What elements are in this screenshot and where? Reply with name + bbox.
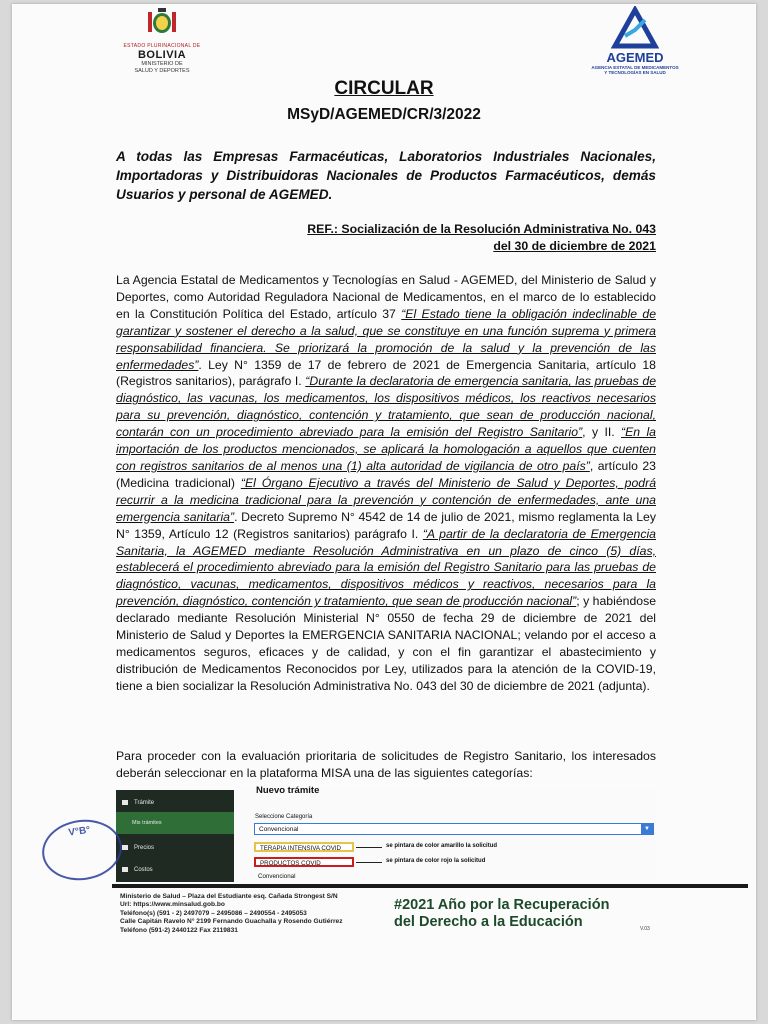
agemed-sub-line2: Y TECNOLOGÍAS EN SALUD [604,70,666,75]
agemed-mountain-icon [609,6,661,50]
chevron-down-icon[interactable]: ▼ [641,824,653,834]
quote-law-1359-ii: “En la importación de los productos mencionados, se aplicará la homologación a aquellos que cuenten con registros sanitarios de al menos una (1) alta autoridad de vigilancia de otro país” [116,425,656,473]
agemed-sub-line1: AGENCIA ESTATAL DE MEDICAMENTOS [591,65,679,70]
footer-line: Calle Capitán Ravelo N° 2199 Fernando Guachalla y Rosendo Gutiérrez [120,918,343,926]
slogan-line1: #2021 Año por la Recuperación [394,897,610,913]
arrow-line [356,847,382,848]
document-page [12,4,756,1020]
select-label: Seleccione Categoría [255,814,313,820]
agemed-wordmark: AGEMED [606,50,664,65]
quote-article-23: “El Órgano Ejecutivo a través del Ministerio de Salud y Deportes, podrá recurrir a la medicina tradicional para la prevención y contención de enfermedades, ante una emergencia sanitaria” [116,475,657,524]
misa-sidebar [116,790,234,882]
body-text: ; y habiéndose declarado mediante Resolución Ministerial N° 0550 de fecha 29 de diciembre de 2021 del Ministerio de Salud y Deportes la EMERGENCIA SANITARIA NACIONAL; velando por el acceso a medicamentos seguros, eficaces y de calidad, y con el fin garantizar el abastecimiento y distribución de Medicamentos Reconocidos por Ley, utilizados para la atención de la COVID-19, tiene a bien socializar la Resolución Administrativa No. 043 del 30 de diciembre de 2021 (adjunta). [116,594,657,693]
footer-divider [112,884,748,888]
quote-law-1359-i: “Durante la declaratoria de emergencia sanitaria, las pruebas de diagnóstico, las vacunas, los medicamentos, los dispositivos médicos, los reactivos necesarios para su prevención, diagnóstico, contención y tratamiento, que sean de producción nacional, contarán con un procedimiento abreviado para la emisión del Registro Sanitario” [116,374,657,440]
coat-of-arms-icon [144,6,180,38]
agemed-logo [590,6,680,75]
sidebar-item-tramite[interactable]: Trámite [122,800,154,806]
slogan-line2: del Derecho a la Educación [394,913,583,930]
body-paragraph [116,272,656,695]
reference [262,221,656,255]
approval-stamp: V°B° [38,815,126,886]
body-text: . Ley N° 1359 de 17 de febrero de 2021 de Emergencia Sanitaria, artículo 18 (Registros sanitarios), parágrafo I. [116,357,656,389]
footer-line: Teléfono (591-2) 2440122 Fax 2119831 [120,926,238,934]
footer-address [120,893,400,935]
logo-ministry-line1: MINISTERIO DE [141,61,183,67]
option-terapia-intensiva[interactable]: TERAPIA INTENSIVA COVID [254,842,354,852]
bolivia-ministry-logo [117,6,207,74]
version-label: V.03 [640,926,650,932]
sidebar-item-costos[interactable]: Costos [122,867,153,873]
body-text: La Agencia Estatal de Medicamentos y Tecnologías en Salud - AGEMED, del Ministerio de Salud y Deportes, como Autoridad Reguladora Nacional de Medicamentos, en el marco de lo establecido en la Constitución Política del Estado, artículo 37 [116,273,656,321]
quote-decree-4542: “A partir de la declaratoria de Emergencia Sanitaria, la AGEMED mediante Resolución Administrativa en un plazo de cinco (5) días, establecerá el procedimiento abreviado para la emisión del Registro Sanitario para las pruebas de diagnóstico, vacunas, medicamentos, dispositivos médicos y reactivos, necesarios para la prevención, diagnóstico, contención y tratamiento, que sean de producción nacional” [116,526,656,609]
home-icon [122,800,128,805]
arrow-line [356,862,382,863]
home-icon [122,845,128,850]
form-title: Nuevo trámite [256,785,320,796]
sidebar-item-mis-tramites[interactable]: Mis trámites [116,812,234,834]
home-icon [122,867,128,872]
document-code: MSyD/AGEMED/CR/3/2022 [287,106,481,123]
misa-platform-screenshot [116,785,656,882]
body-text: , artículo 23 (Medicina tradicional) [116,458,656,490]
sidebar-item-precios[interactable]: Precios [122,845,154,851]
instruction-paragraph: Para proceder con la evaluación prioritaria de solicitudes de Registro Sanitario, los interesados deberán seleccionar en la plataforma MISA una de las siguientes categorías: [116,749,656,780]
reference-line1: REF.: Socialización de la Resolución Administrativa No. 043 [307,222,656,236]
addressee: A todas las Empresas Farmacéuticas, Laboratorios Industriales Nacionales, Importadoras y Distribuidoras Nacionales de Productos Farmacéuticos, demás Usuarios y personal de AGEMED. [116,149,656,202]
body-text: . Decreto Supremo N° 4542 de 14 de julio de 2021, mismo reglamenta la Ley N° 1359, Artículo 12 (Registros sanitarios) parágrafo I. [116,509,656,541]
footer-phones: Teléfono(s) (591 - 2) 2497079 – 2495086 – 2490554 - 2495053 [120,909,307,917]
note-yellow: se pintara de color amarillo la solicitud [386,843,498,849]
select-value: Convencional [259,826,299,833]
reference-line2: del 30 de diciembre de 2021 [493,239,656,253]
logo-country: BOLIVIA [137,49,187,61]
logo-small-text: ESTADO PLURINACIONAL DE [123,43,201,49]
logo-ministry-line2: SALUD Y DEPORTES [134,67,190,74]
quote-constitution: “El Estado tiene la obligación indeclinable de garantizar y sostener el derecho a la salud, que se constituye en una función suprema y primera responsabilidad financiera. Se priorizará la promoción de la salud y la prevención de las enfermedades” [116,306,657,372]
category-select[interactable] [254,823,654,835]
misa-form [234,785,656,882]
note-red: se pintara de color rojo la solicitud [386,858,486,864]
footer-url: Url: https://www.minsalud.gob.bo [120,901,225,909]
slogan [394,897,724,930]
body-text: , y II. [582,425,622,440]
option-productos-covid[interactable]: PRODUCTOS COVID [254,857,354,867]
footer-line: Ministerio de Salud – Plaza del Estudiante esq. Cañada Strongest S/N [120,893,338,900]
document-title: CIRCULAR [334,78,434,99]
option-convencional[interactable]: Convencional [258,873,296,880]
